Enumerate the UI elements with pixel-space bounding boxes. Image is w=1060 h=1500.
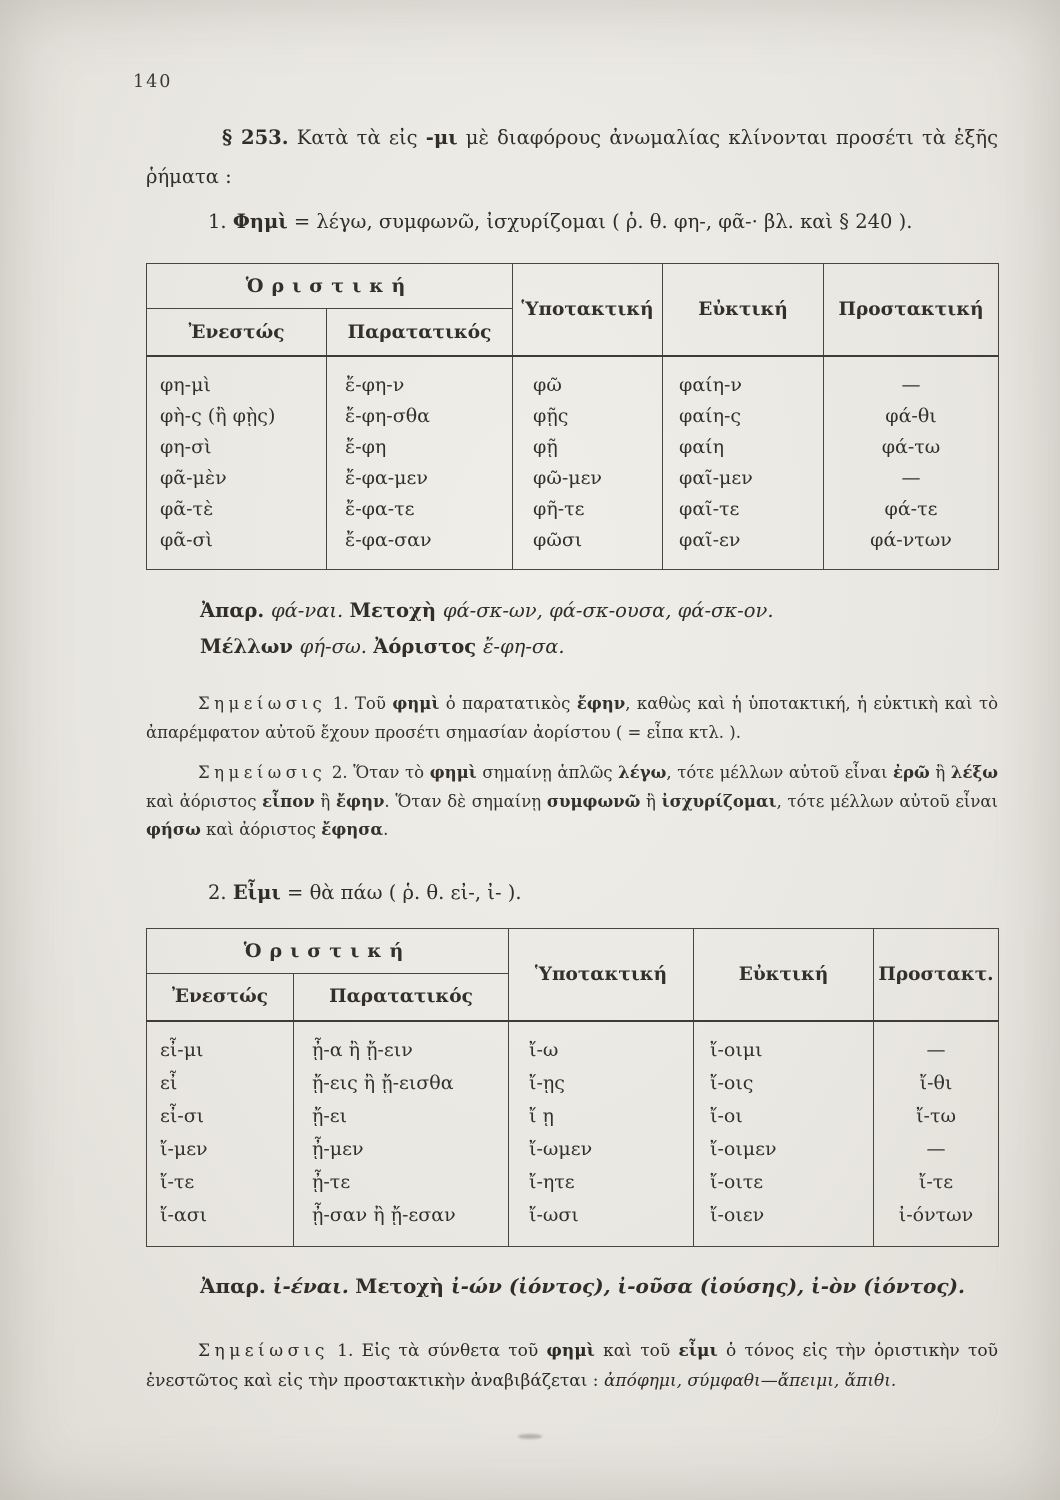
table-cell: φά-θι xyxy=(824,400,999,431)
column-header-present: Ἐνεστώς xyxy=(171,986,269,1008)
text-segment: 1. Τοῦ xyxy=(326,694,393,714)
table-cell: ἴ-ωμεν xyxy=(509,1133,694,1166)
table-cell: φᾶ-μὲν xyxy=(160,466,227,489)
text-segment: ἢ xyxy=(314,791,336,811)
eimi-infinitive-participle xyxy=(200,1269,998,1304)
table-cell: ἴ-οιτε xyxy=(694,1166,874,1199)
table-cell: φαῖ-εν xyxy=(663,524,824,570)
text-segment: ἔφην xyxy=(335,791,385,811)
text-segment: Σημείωσις xyxy=(198,763,327,783)
table-cell: ᾖ-τε xyxy=(294,1166,509,1199)
table-cell: φαίη xyxy=(663,431,824,462)
table-cell: φῶ-μεν xyxy=(513,462,663,493)
text-segment: 1. xyxy=(208,210,233,233)
text-segment: 1. Εἰς τὰ σύνθετα τοῦ xyxy=(328,1340,547,1361)
table-cell: φαίη-ς xyxy=(663,400,824,431)
text-segment: , τότε μέλλων αὐτοῦ εἶναι xyxy=(666,763,894,783)
note-1 xyxy=(146,690,998,747)
table-cell: φη-μὶ xyxy=(147,356,327,400)
table-cell: φῇς xyxy=(513,400,663,431)
text-segment: , καθὼς καὶ ἡ ὑποτακτική, ἡ εὐκτικὴ καὶ τὸ ἀπαρέμφατον αὐτοῦ ἔχουν προσέτι σημασίαν ἀορίστου ( = εἶπα κτλ. ). xyxy=(146,694,999,742)
table-row xyxy=(147,400,999,431)
table-cell: ἔ-φη-ν xyxy=(327,356,513,400)
table-cell: ἴ-ητε xyxy=(509,1166,694,1199)
table-cell: ἴ ῃ xyxy=(509,1100,694,1133)
phemi-heading xyxy=(146,202,998,241)
column-header-imperative: Προστακτ. xyxy=(874,928,999,1021)
table-row xyxy=(147,524,999,570)
column-header-subjunctive: Ὑποτακτική xyxy=(509,928,694,1021)
table-cell: ἴ-οι xyxy=(694,1100,874,1133)
text-segment: . Ὅταν δὲ σημαίνῃ xyxy=(384,791,547,811)
table-cell: φῆ-τε xyxy=(513,493,663,524)
text-segment: καὶ ἀόριστος xyxy=(146,791,263,811)
column-header-present: Ἐνεστώς xyxy=(188,321,285,343)
text-segment: ἔ-φη-σα. xyxy=(482,635,565,659)
text-segment: = θὰ πάω ( ῥ. θ. εἰ-, ἰ- ). xyxy=(280,880,522,904)
column-header-optative: Εὐκτική xyxy=(694,928,874,1021)
text-segment: φημὶ xyxy=(429,763,477,783)
text-segment: ἀπόφημι, σύμφαθι—ἄπειμι, ἄπιθι. xyxy=(603,1371,897,1392)
eimi-heading xyxy=(146,873,998,912)
text-segment: λέγω xyxy=(618,763,667,783)
table-cell: φῶ xyxy=(513,356,663,400)
text-segment: Εἶμι xyxy=(232,880,281,904)
text-segment: Μετοχὴ xyxy=(349,599,443,622)
table-header-row xyxy=(147,264,999,309)
table-row xyxy=(147,462,999,493)
text-segment: ὁ παρατατικὸς xyxy=(439,694,577,714)
text-segment: -μι xyxy=(425,126,458,149)
phemi-conjugation-table xyxy=(146,263,999,570)
table-cell: ἴ-ῃς xyxy=(509,1067,694,1100)
text-segment: Ἀπαρ. xyxy=(200,599,271,622)
text-segment: εἶπον xyxy=(262,791,315,811)
table-cell: ἰ-όντων xyxy=(874,1199,999,1247)
text-segment: 2. xyxy=(208,880,233,904)
table-cell: ἔ-φα-μεν xyxy=(327,462,513,493)
table-cell: εἶ-σι xyxy=(160,1105,205,1128)
text-segment: Σημείωσις xyxy=(198,694,327,714)
table-row xyxy=(147,1021,999,1067)
text-segment: φή-σω. xyxy=(299,635,368,659)
text-segment: σημαίνῃ ἁπλῶς xyxy=(476,763,619,783)
table-cell: — xyxy=(874,1133,999,1166)
table-cell: φά-τω xyxy=(824,431,999,462)
table-cell: φᾶ-τὲ xyxy=(160,497,214,520)
table-row xyxy=(147,493,999,524)
table-row xyxy=(147,1100,999,1133)
text-segment: λέξω xyxy=(950,763,998,783)
table-cell: ἔ-φη xyxy=(327,431,513,462)
text-segment: Ἀόριστος xyxy=(373,635,483,659)
text-segment: ἢ xyxy=(640,791,662,811)
text-segment: Σημείωσις xyxy=(198,1340,329,1361)
text-segment: 2. Ὅταν τὸ xyxy=(326,763,430,783)
table-cell: ἔ-φα-σαν xyxy=(327,524,513,570)
table-row xyxy=(147,431,999,462)
text-segment: § 253. xyxy=(222,126,289,149)
table-row xyxy=(147,1166,999,1199)
table-cell: φαίη-ν xyxy=(663,356,824,400)
table-cell: ἴ-οιμι xyxy=(694,1021,874,1067)
table-cell: ἴ-οις xyxy=(694,1067,874,1100)
section-253-intro xyxy=(146,118,998,196)
table-cell: ἴ-θι xyxy=(874,1067,999,1100)
text-segment: εἶμι xyxy=(678,1340,718,1361)
column-header-imperfect: Παρατατικός xyxy=(294,973,509,1021)
text-segment: φά-σκ-ων, φά-σκ-ουσα, φά-σκ-ον. xyxy=(442,599,774,622)
table-cell: φαῖ-μεν xyxy=(663,462,824,493)
text-segment: = λέγω, συμφωνῶ, ἰσχυρίζομαι ( ῥ. θ. φη-, φᾶ-· βλ. καὶ § 240 ). xyxy=(287,210,913,233)
table-cell: ᾖ-σαν ἢ ᾔ-εσαν xyxy=(294,1199,509,1247)
table-cell: ἴ-τε xyxy=(160,1171,195,1194)
text-segment: Κατὰ τὰ εἰς xyxy=(288,126,426,149)
table-cell: φά-τε xyxy=(824,493,999,524)
text-segment: , τότε μέλλων αὐτοῦ εἶναι xyxy=(776,791,998,811)
table-row xyxy=(147,1067,999,1100)
table-cell: — xyxy=(824,356,999,400)
text-segment: ἔφησα xyxy=(321,820,384,840)
text-segment: ἰ-έναι. xyxy=(272,1273,349,1298)
text-segment: Μέλλων xyxy=(200,635,300,659)
table-cell: φᾶ-σὶ xyxy=(160,528,213,551)
table-cell: ἔ-φη-σθα xyxy=(327,400,513,431)
phemi-infinitive-participle xyxy=(200,594,998,628)
eimi-conjugation-table xyxy=(146,928,999,1247)
table-cell: ἴ-τε xyxy=(874,1166,999,1199)
table-row xyxy=(147,356,999,400)
column-header-optative: Εὐκτική xyxy=(663,264,824,357)
table-cell: ᾖ-μεν xyxy=(294,1133,509,1166)
table-cell: ᾔ-ει xyxy=(294,1100,509,1133)
text-segment: . xyxy=(383,820,389,840)
text-segment: Φημὶ xyxy=(232,210,288,233)
table-cell: εἶ xyxy=(160,1072,178,1095)
text-segment: ἐρῶ xyxy=(893,763,930,783)
table-cell: ᾖ-α ἢ ᾔ-ειν xyxy=(294,1021,509,1067)
text-segment: καὶ ἀόριστος xyxy=(200,820,322,840)
column-header-subjunctive: Ὑποτακτική xyxy=(513,264,663,357)
table-cell: φῶσι xyxy=(513,524,663,570)
text-segment: φήσω xyxy=(146,820,201,840)
text-segment: φημὶ xyxy=(546,1340,595,1361)
table-cell: εἶ-μι xyxy=(147,1021,294,1067)
table-cell: ἴ-ωσι xyxy=(509,1199,694,1247)
table-cell: ἴ-οιμεν xyxy=(694,1133,874,1166)
table-cell: ᾔ-εις ἢ ᾔ-εισθα xyxy=(294,1067,509,1100)
column-header-imperfect: Παρατατικός xyxy=(327,309,513,357)
table-cell: ἴ-ασι xyxy=(160,1204,208,1227)
note-3 xyxy=(146,1336,998,1397)
table-cell: φαῖ-τε xyxy=(663,493,824,524)
table-cell: — xyxy=(824,462,999,493)
page-content xyxy=(146,0,998,1396)
table-row xyxy=(147,1199,999,1247)
text-segment: μὲ διαφόρους ἀνωμαλίας κλίνονται προσέτι τὰ ἑξῆς ῥήματα : xyxy=(146,126,998,188)
table-header-row xyxy=(147,928,999,973)
table-cell: φῇ xyxy=(513,431,663,462)
table-cell: — xyxy=(874,1021,999,1067)
text-segment: ἰ-ών (ἰόντος), ἰ-οῦσα (ἰούσης), ἰ-ὸν (ἰόντος). xyxy=(450,1273,965,1298)
table-cell: ἴ-ω xyxy=(509,1021,694,1067)
text-segment: ἢ xyxy=(929,763,951,783)
text-segment: Μετοχὴ xyxy=(355,1273,451,1298)
text-segment: καὶ τοῦ xyxy=(594,1340,679,1361)
phemi-future-aorist xyxy=(200,630,998,664)
text-segment: φά-ναι. xyxy=(270,599,344,622)
table-cell: ἴ-οιεν xyxy=(694,1199,874,1247)
text-segment: ὁ τόνος εἰς τὴν ὁριστικὴν τοῦ ἐνεστῶτος καὶ εἰς τὴν προστακτικὴν ἀναβιβάζεται : xyxy=(146,1340,998,1392)
text-segment: ἰσχυρίζομαι xyxy=(661,791,777,811)
text-segment: Ἀπαρ. xyxy=(200,1273,273,1298)
table-cell: ἴ-μεν xyxy=(160,1138,208,1161)
table-cell: ἔ-φα-τε xyxy=(327,493,513,524)
ink-smudge xyxy=(518,1434,542,1439)
column-header-imperative: Προστακτική xyxy=(824,264,999,357)
table-cell: φη-σὶ xyxy=(160,435,212,458)
column-header-indicative: Ὁριστική xyxy=(147,264,513,309)
table-cell: ἴ-τω xyxy=(874,1100,999,1133)
table-cell: φὴ-ς (ἢ φῂς) xyxy=(160,404,276,427)
page-number: 140 xyxy=(133,72,173,92)
table-row xyxy=(147,1133,999,1166)
column-header-indicative: Ὁριστική xyxy=(147,928,509,973)
table-cell: φά-ντων xyxy=(824,524,999,570)
text-segment: συμφωνῶ xyxy=(546,791,641,811)
note-2 xyxy=(146,759,998,845)
text-segment: ἔφην xyxy=(576,694,626,714)
text-segment: φημὶ xyxy=(392,694,440,714)
